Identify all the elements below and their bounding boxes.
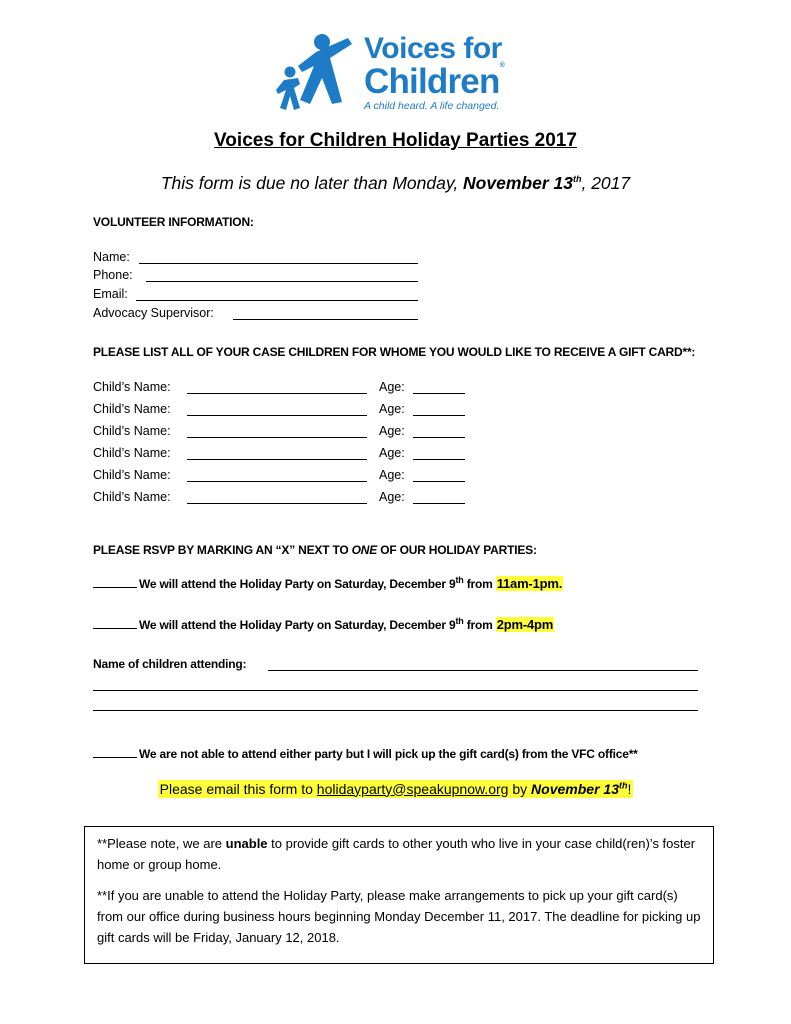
party-1-time: 11am-1pm. <box>496 576 563 591</box>
logo-line-1: Voices for <box>364 32 502 65</box>
child-name-field[interactable] <box>187 503 367 504</box>
child-name-field[interactable] <box>187 437 367 438</box>
child-name-label: Child’s Name: <box>93 468 171 482</box>
child-name-field[interactable] <box>187 393 367 394</box>
child-name-field[interactable] <box>187 415 367 416</box>
child-name-label: Child’s Name: <box>93 490 171 504</box>
child-age-field[interactable] <box>413 393 465 394</box>
child-age-label: Age: <box>379 380 405 394</box>
note-2: **If you are unable to attend the Holiday Party, please make arrangements to pick up your gift card(s) from our office during business hours beginning Monday December 11, 2017. The deadline for picking up gift cards will be Friday, January 12, 2018. <box>97 888 701 945</box>
pickup-mark-field[interactable] <box>93 746 137 758</box>
child-age-field[interactable] <box>413 415 465 416</box>
email-field[interactable] <box>136 300 418 301</box>
child-age-field[interactable] <box>413 437 465 438</box>
children-attending-label: Name of children attending: <box>93 657 247 671</box>
child-age-label: Age: <box>379 468 405 482</box>
phone-field[interactable] <box>146 281 418 282</box>
page-title: Voices for Children Holiday Parties 2017 <box>214 130 577 151</box>
children-attending-field-2[interactable] <box>93 690 698 691</box>
supervisor-field[interactable] <box>233 319 418 320</box>
voices-for-children-logo <box>276 30 536 114</box>
name-label: Name: <box>93 250 130 264</box>
supervisor-label: Advocacy Supervisor: <box>93 306 214 320</box>
party-option-2: We will attend the Holiday Party on Saturday, December 9th from 2pm-4pm <box>93 616 554 632</box>
children-figures-icon <box>276 32 360 112</box>
child-name-label: Child’s Name: <box>93 424 171 438</box>
children-attending-field[interactable] <box>268 670 698 671</box>
email-label: Email: <box>93 287 128 301</box>
party-2-time: 2pm-4pm <box>496 617 554 632</box>
rsvp-heading: PLEASE RSVP BY MARKING AN “X” NEXT TO ONE OF OUR HOLIDAY PARTIES: <box>93 543 537 557</box>
phone-label: Phone: <box>93 268 133 282</box>
child-age-label: Age: <box>379 490 405 504</box>
logo-line-2: Children® <box>364 62 504 101</box>
child-name-label: Child’s Name: <box>93 402 171 416</box>
email-link[interactable]: holidayparty@speakupnow.org <box>316 780 509 797</box>
child-age-field[interactable] <box>413 503 465 504</box>
note-1: **Please note, we are unable to provide gift cards to other youth who live in your case child(ren)’s foster home or group home. <box>97 836 696 872</box>
child-name-label: Child’s Name: <box>93 380 171 394</box>
logo-tagline: A child heard. A life changed. <box>364 100 500 112</box>
email-instruction: Please email this form to holidayparty@speakupnow.org by November 13th! <box>159 780 632 797</box>
child-age-field[interactable] <box>413 481 465 482</box>
child-name-label: Child’s Name: <box>93 446 171 460</box>
party-option-1: We will attend the Holiday Party on Saturday, December 9th from 11am-1pm. <box>93 575 563 591</box>
party-2-mark-field[interactable] <box>93 617 137 629</box>
pickup-option: We are not able to attend either party but I will pick up the gift card(s) from the VFC office** <box>93 746 638 761</box>
volunteer-info-heading: VOLUNTEER INFORMATION: <box>93 215 254 229</box>
child-name-field[interactable] <box>187 459 367 460</box>
notes-box <box>84 826 714 964</box>
child-age-label: Age: <box>379 446 405 460</box>
child-age-label: Age: <box>379 424 405 438</box>
children-list-heading: PLEASE LIST ALL OF YOUR CASE CHILDREN FOR WHOME YOU WOULD LIKE TO RECEIVE A GIFT CARD**: <box>93 345 696 359</box>
child-age-label: Age: <box>379 402 405 416</box>
party-1-mark-field[interactable] <box>93 576 137 588</box>
child-name-field[interactable] <box>187 481 367 482</box>
child-age-field[interactable] <box>413 459 465 460</box>
children-attending-field-3[interactable] <box>93 710 698 711</box>
due-date-notice: This form is due no later than Monday, November 13th, 2017 <box>160 173 631 193</box>
name-field[interactable] <box>139 263 418 264</box>
